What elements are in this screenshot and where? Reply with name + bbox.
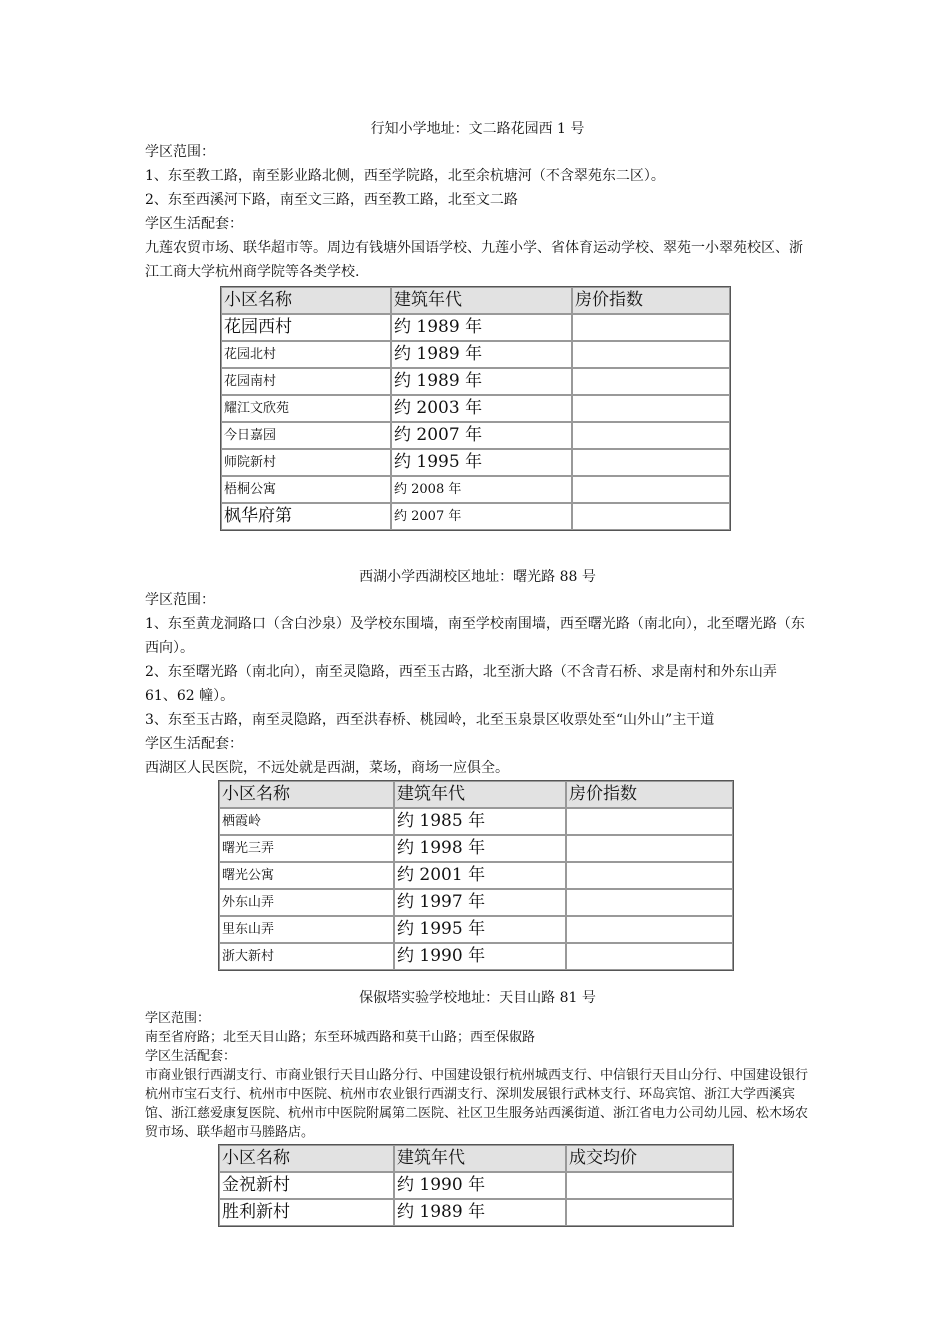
table-row [221, 449, 730, 476]
community-name: 曙光三弄 [219, 835, 394, 862]
community-table [218, 780, 734, 971]
community-name: 栖霞岭 [219, 808, 394, 835]
build-year: 约 1989 年 [394, 1199, 566, 1226]
facility-label: 学区生活配套： [145, 1049, 237, 1064]
table-row [219, 1199, 733, 1226]
build-year: 约 1998 年 [394, 835, 566, 862]
header-cell: 小区名称 [219, 781, 394, 808]
build-year: 约 1997 年 [394, 889, 566, 916]
table-row [221, 341, 730, 368]
community-name: 花园南村 [221, 368, 391, 395]
community-name: 里东山弄 [219, 916, 394, 943]
avg-price [566, 1172, 733, 1199]
table-row [221, 476, 730, 503]
table-row [219, 862, 733, 889]
community-name: 梧桐公寓 [221, 476, 391, 503]
range-label: 学区范围： [145, 592, 215, 608]
community-name: 胜利新村 [219, 1199, 394, 1226]
header-cell: 成交均价 [566, 1145, 733, 1172]
community-name: 外东山弄 [219, 889, 394, 916]
header-cell: 建筑年代 [394, 781, 566, 808]
community-name: 浙大新村 [219, 943, 394, 970]
build-year: 约 1995 年 [391, 449, 572, 476]
build-year: 约 1995 年 [394, 916, 566, 943]
range-text: 南至省府路；北至天目山路；东至环城西路和莫干山路；西至保俶路 [145, 1030, 536, 1045]
price-index [572, 368, 730, 395]
section-title: 西湖小学西湖校区地址：曙光路 88 号 [359, 569, 596, 585]
build-year: 约 2003 年 [391, 395, 572, 422]
header-cell: 房价指数 [572, 287, 730, 314]
build-year: 约 1990 年 [394, 1172, 566, 1199]
table-row [221, 314, 730, 341]
range-line: 1、东至黄龙洞路口（含白沙泉）及学校东围墙，南至学校南围墙，西至曙光路（南北向），北至曙光路（东西向）。 [145, 616, 805, 656]
build-year: 约 1989 年 [391, 341, 572, 368]
community-name: 师院新村 [221, 449, 391, 476]
avg-price [566, 1199, 733, 1226]
range-line: 3、东至玉古路，南至灵隐路，西至洪春桥、桃园岭，北至玉泉景区收票处至“山外山”主干道 [145, 712, 715, 728]
table-header-row [219, 1145, 733, 1172]
section-title: 行知小学地址：文二路花园西 1 号 [370, 121, 585, 137]
table-row [221, 395, 730, 422]
facility-label: 学区生活配套： [145, 216, 243, 232]
table-row [219, 889, 733, 916]
community-table [220, 286, 731, 531]
build-year: 约 1989 年 [391, 314, 572, 341]
table-header-row [221, 287, 730, 314]
build-year: 约 2007 年 [391, 422, 572, 449]
price-index [572, 476, 730, 503]
price-index [572, 314, 730, 341]
range-line: 2、东至曙光路（南北向），南至灵隐路，西至玉古路，北至浙大路（不含青石桥、求是南村和外东山弄 61、62 幢）。 [145, 664, 777, 704]
build-year: 约 1990 年 [394, 943, 566, 970]
table-row [219, 835, 733, 862]
table-row [219, 943, 733, 970]
table-header-row [219, 781, 733, 808]
community-name: 曙光公寓 [219, 862, 394, 889]
build-year: 约 1985 年 [394, 808, 566, 835]
range-label: 学区范围： [145, 1011, 211, 1026]
range-label: 学区范围： [145, 144, 215, 160]
section-baochuta [145, 987, 810, 1227]
price-index [566, 862, 733, 889]
community-name: 枫华府第 [221, 503, 391, 530]
price-index [566, 889, 733, 916]
price-index [566, 808, 733, 835]
facility-text: 九莲农贸市场、联华超市等。周边有钱塘外国语学校、九莲小学、省体育运动学校、翠苑一小翠苑校区、浙江工商大学杭州商学院等各类学校. [145, 240, 803, 280]
section-title: 保俶塔实验学校地址：天目山路 81 号 [359, 990, 596, 1006]
header-cell: 建筑年代 [394, 1145, 566, 1172]
community-name: 今日嘉园 [221, 422, 391, 449]
price-index [566, 835, 733, 862]
build-year: 约 2007 年 [391, 503, 572, 530]
section-xingzhi [145, 118, 810, 531]
price-index [572, 422, 730, 449]
build-year: 约 2008 年 [391, 476, 572, 503]
header-cell: 小区名称 [219, 1145, 394, 1172]
price-index [572, 449, 730, 476]
price-index [572, 341, 730, 368]
community-name: 金祝新村 [219, 1172, 394, 1199]
range-line: 1、东至教工路，南至影业路北侧，西至学院路，北至余杭塘河（不含翠苑东二区）。 [145, 168, 665, 184]
price-index [566, 916, 733, 943]
section-xihu [145, 566, 810, 971]
table-row [219, 1172, 733, 1199]
facility-text: 市商业银行西湖支行、市商业银行天目山路分行、中国建设银行杭州城西支行、中信银行天目山分行、中国建设银行杭州市宝石支行、杭州市中医院、杭州市农业银行西湖支行、深圳发展银行武林支行、环岛宾馆、浙江大学西溪宾馆、浙江慈爱康复医院、杭州市中医院附属第二医院、社区卫生服务站西溪街道、浙江省电力公司幼儿园、松木场农贸市场、联华超市马塍路店。 [145, 1068, 809, 1140]
build-year: 约 1989 年 [391, 368, 572, 395]
price-index [566, 943, 733, 970]
table-row [219, 808, 733, 835]
header-cell: 小区名称 [221, 287, 391, 314]
table-row [221, 503, 730, 530]
header-cell: 房价指数 [566, 781, 733, 808]
community-name: 花园西村 [221, 314, 391, 341]
table-row [219, 916, 733, 943]
build-year: 约 2001 年 [394, 862, 566, 889]
community-name: 耀江文欣苑 [221, 395, 391, 422]
table-row [221, 368, 730, 395]
community-table [218, 1144, 734, 1227]
price-index [572, 503, 730, 530]
community-name: 花园北村 [221, 341, 391, 368]
facility-text: 西湖区人民医院，不远处就是西湖，菜场，商场一应俱全。 [145, 760, 509, 776]
table-row [221, 422, 730, 449]
header-cell: 建筑年代 [391, 287, 572, 314]
range-line: 2、东至西溪河下路，南至文三路，西至教工路，北至文二路 [145, 192, 518, 208]
facility-label: 学区生活配套： [145, 736, 243, 752]
price-index [572, 395, 730, 422]
